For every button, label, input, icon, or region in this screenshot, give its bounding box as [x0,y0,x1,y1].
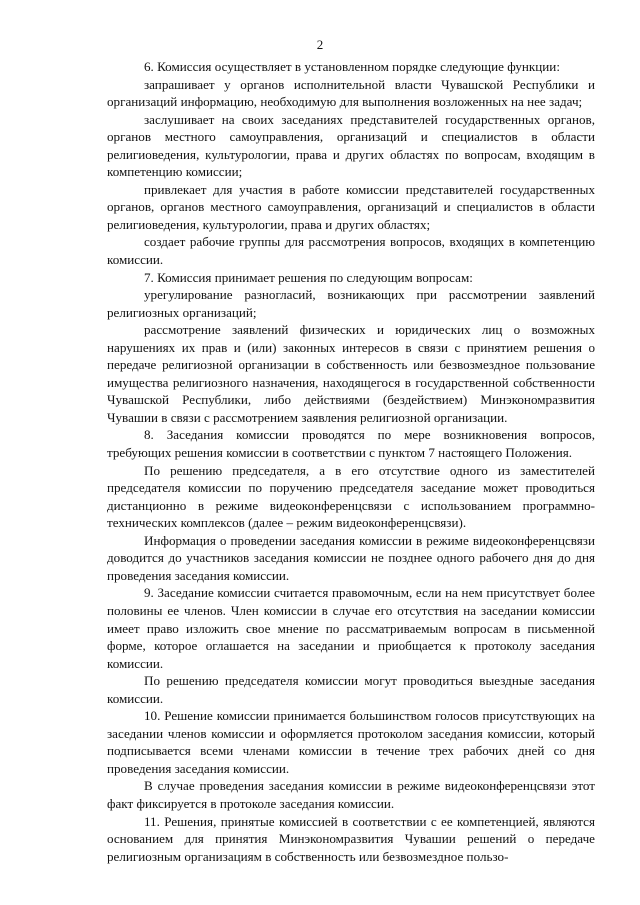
paragraph: В случае проведения заседания комиссии в режиме видеоконференцсвязи этот факт фиксируется в протоколе заседания комиссии. [107,778,595,811]
paragraph: создает рабочие группы для рассмотрения вопросов, входящих в компетенцию комиссии. [107,234,595,268]
paragraph: По решению председателя комиссии могут проводиться выездные заседания комиссии. [107,673,595,706]
paragraph: рассмотрение заявлений физических и юридических лиц о возможных нарушениях их прав и (или) законных интересов в связи с принятием решения о передаче религиозной организации в собственность или безвозмездное пользование имущества религиозного назначения, находящегося в государственной собственности Чувашской Республики, либо действиями (бездействием) Минэкономразвития Чувашии в связи с рассмотрением заявления религиозной организации. [107,322,595,425]
paragraph: По решению председателя, а в его отсутствие одного из заместителей председателя комиссии по поручению председателя заседание может проводиться дистанционно в режиме видеоконференцсвязи с использованием программно-технических комплексов (далее – режим видеоконференцсвязи). [107,462,595,531]
document-body [107,58,595,865]
paragraph: 8. Заседания комиссии проводятся по мере возникновения вопросов, требующих решения комиссии в соответствии с пунктом 7 настоящего Положения. [107,427,595,461]
paragraph: 6. Комиссия осуществляет в установленном порядке следующие функции: [144,59,560,74]
paragraph: запрашивает у органов исполнительной власти Чувашской Республики и организаций информацию, необходимую для выполнения возложенных на нее задач; [107,76,595,110]
paragraph: заслушивает на своих заседаниях представителей государственных органов, органов местного самоуправления, организаций и специалистов в области религиоведения, культурологии, права и других областях по вопросам, входящим в компетенцию комиссии; [107,111,595,180]
paragraph: 9. Заседание комиссии считается правомочным, если на нем присутствует более половины ее членов. Член комиссии в случае его отсутствия на заседании комиссии имеет право изложить свое мнение по рассматриваемым вопросам в письменной форме, которое оглашается на заседании и приобщается к протоколу заседания комиссии. [107,585,595,671]
paragraph: 7. Комиссия принимает решения по следующим вопросам: [144,269,473,285]
paragraph: 10. Решение комиссии принимается большинством голосов присутствующих на заседании членов комиссии и оформляется протоколом заседания комиссии, который подписывается всеми членами комиссии в течение трех рабочих дней со дня проведения заседания комиссии. [107,708,595,776]
page-number: 2 [316,37,324,52]
paragraph: 11. Решения, принятые комиссией в соответствии с ее компетенцией, являются основанием для принятия Минэкономразвития Чувашии решений о передаче религиозным организациям в собственность или безвозмездное пользо- [107,813,595,864]
paragraph: Информация о проведении заседания комиссии в режиме видеоконференцсвязи доводится до участников заседания комиссии не позднее одного рабочего дня до дня проведения заседания комиссии. [107,532,595,583]
paragraph: урегулирование разногласий, возникающих при рассмотрении заявлений религиозных организаций; [107,287,595,320]
paragraph: привлекает для участия в работе комиссии представителей государственных органов, органов местного самоуправления, организаций и специалистов в области религиоведения, культурологии, права и других областях; [107,181,595,232]
